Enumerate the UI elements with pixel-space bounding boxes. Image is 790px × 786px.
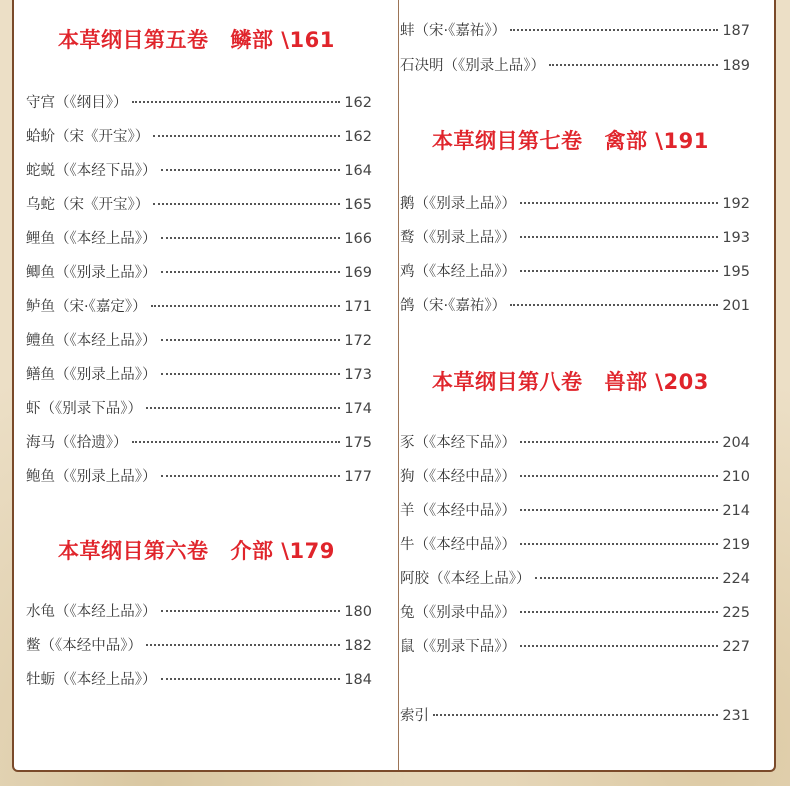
toc-entry[interactable] bbox=[26, 160, 372, 182]
leader-dots bbox=[132, 100, 341, 103]
toc-entry[interactable] bbox=[400, 500, 750, 522]
leader-dots bbox=[161, 372, 341, 375]
toc-entry[interactable] bbox=[400, 636, 750, 658]
toc-entry[interactable] bbox=[400, 295, 750, 317]
toc-entry[interactable] bbox=[26, 669, 372, 691]
leader-dots bbox=[510, 28, 718, 31]
leader-dots bbox=[161, 677, 341, 680]
entry-name: 鳢鱼（《本经上品》） bbox=[26, 333, 157, 349]
entry-name: 鸡（《本经上品》） bbox=[400, 264, 516, 280]
entry-name: 牛（《本经中品》） bbox=[400, 537, 516, 553]
toc-entry-index[interactable] bbox=[400, 705, 750, 727]
entry-name: 鼠（《别录下品》） bbox=[400, 639, 516, 655]
leader-dots bbox=[146, 406, 340, 409]
toc-entry[interactable] bbox=[400, 227, 750, 249]
entry-page: 195 bbox=[722, 264, 750, 280]
toc-entry[interactable] bbox=[400, 20, 750, 42]
entry-page: 166 bbox=[344, 231, 372, 247]
entry-page: 162 bbox=[344, 95, 372, 111]
section-part: 介部 \179 bbox=[230, 539, 335, 563]
entry-page: 214 bbox=[722, 503, 750, 519]
entry-page: 227 bbox=[722, 639, 750, 655]
entry-name: 石决明（《别录上品》） bbox=[400, 58, 545, 74]
section-title: 本草纲目第六卷 bbox=[58, 539, 209, 563]
entry-name: 豕（《本经下品》） bbox=[400, 435, 516, 451]
section-title: 本草纲目第五卷 bbox=[58, 28, 209, 52]
section-part: 禽部 \191 bbox=[604, 129, 709, 153]
toc-entry[interactable] bbox=[26, 432, 372, 454]
entry-page: 225 bbox=[722, 605, 750, 621]
leader-dots bbox=[520, 610, 718, 613]
toc-entry[interactable] bbox=[26, 364, 372, 386]
entry-page: 171 bbox=[344, 299, 372, 315]
entry-name: 牡蛎（《本经上品》） bbox=[26, 672, 157, 688]
leader-dots bbox=[433, 713, 718, 716]
entry-name: 蚌（宋·《嘉祐》） bbox=[400, 23, 507, 39]
entry-page: 182 bbox=[344, 638, 372, 654]
leader-dots bbox=[161, 474, 341, 477]
entry-page: 165 bbox=[344, 197, 372, 213]
entry-name: 索引 bbox=[400, 708, 429, 724]
entry-name: 鳖（《本经中品》） bbox=[26, 638, 142, 654]
toc-entry[interactable] bbox=[400, 568, 750, 590]
toc-entry[interactable] bbox=[26, 330, 372, 352]
toc-entry[interactable] bbox=[400, 432, 750, 454]
toc-entry[interactable] bbox=[400, 261, 750, 283]
toc-entry[interactable] bbox=[26, 635, 372, 657]
entry-page: 219 bbox=[722, 537, 750, 553]
entry-page: 184 bbox=[344, 672, 372, 688]
toc-entry[interactable] bbox=[26, 466, 372, 488]
toc-entry[interactable] bbox=[26, 296, 372, 318]
leader-dots bbox=[161, 609, 341, 612]
entry-name: 羊（《本经中品》） bbox=[400, 503, 516, 519]
entry-page: 175 bbox=[344, 435, 372, 451]
toc-entry[interactable] bbox=[26, 262, 372, 284]
leader-dots bbox=[153, 202, 340, 205]
entry-page: 187 bbox=[722, 23, 750, 39]
leader-dots bbox=[153, 134, 340, 137]
toc-entry[interactable] bbox=[400, 193, 750, 215]
toc-entry[interactable] bbox=[400, 55, 750, 77]
entry-name: 鲈鱼（宋·《嘉定》） bbox=[26, 299, 147, 315]
entry-name: 鲍鱼（《别录上品》） bbox=[26, 469, 157, 485]
leader-dots bbox=[535, 576, 719, 579]
toc-entry[interactable] bbox=[26, 601, 372, 623]
toc-entry[interactable] bbox=[26, 228, 372, 250]
entry-name: 兔（《别录中品》） bbox=[400, 605, 516, 621]
leader-dots bbox=[161, 236, 341, 239]
toc-entry[interactable] bbox=[26, 92, 372, 114]
entry-name: 海马（《拾遗》） bbox=[26, 435, 128, 451]
entry-name: 守宫（《纲目》） bbox=[26, 95, 128, 111]
leader-dots bbox=[520, 235, 718, 238]
entry-name: 鹜（《别录上品》） bbox=[400, 230, 516, 246]
entry-name: 鹅（《别录上品》） bbox=[400, 196, 516, 212]
leader-dots bbox=[151, 304, 341, 307]
entry-name: 狗（《本经中品》） bbox=[400, 469, 516, 485]
entry-name: 乌蛇（宋《开宝》） bbox=[26, 197, 150, 213]
section-heading-vol8 bbox=[432, 366, 709, 396]
entry-name: 鲤鱼（《本经上品》） bbox=[26, 231, 157, 247]
entry-page: 192 bbox=[722, 196, 750, 212]
section-part: 鳞部 \161 bbox=[230, 28, 335, 52]
leader-dots bbox=[161, 270, 341, 273]
entry-page: 172 bbox=[344, 333, 372, 349]
toc-entry[interactable] bbox=[400, 602, 750, 624]
leader-dots bbox=[520, 474, 718, 477]
entry-name: 水龟（《本经上品》） bbox=[26, 604, 157, 620]
entry-name: 鲫鱼（《别录上品》） bbox=[26, 265, 157, 281]
entry-name: 蛤蚧（宋《开宝》） bbox=[26, 129, 150, 145]
entry-name: 虾（《别录下品》） bbox=[26, 401, 142, 417]
leader-dots bbox=[549, 63, 718, 66]
entry-name: 鳝鱼（《别录上品》） bbox=[26, 367, 157, 383]
leader-dots bbox=[520, 542, 718, 545]
entry-page: 224 bbox=[722, 571, 750, 587]
column-divider bbox=[398, 0, 399, 770]
entry-name: 蛇蜕（《本经下品》） bbox=[26, 163, 157, 179]
entry-page: 231 bbox=[722, 708, 750, 724]
toc-entry[interactable] bbox=[26, 194, 372, 216]
section-part: 兽部 \203 bbox=[604, 370, 709, 394]
entry-page: 162 bbox=[344, 129, 372, 145]
entry-page: 204 bbox=[722, 435, 750, 451]
section-heading-vol6 bbox=[58, 535, 335, 565]
toc-entry[interactable] bbox=[400, 466, 750, 488]
toc-entry[interactable] bbox=[26, 398, 372, 420]
section-heading-vol5 bbox=[58, 24, 335, 54]
entry-name: 阿胶（《本经上品》） bbox=[400, 571, 531, 587]
entry-page: 173 bbox=[344, 367, 372, 383]
toc-entry[interactable] bbox=[26, 126, 372, 148]
section-title: 本草纲目第八卷 bbox=[432, 370, 583, 394]
entry-page: 210 bbox=[722, 469, 750, 485]
entry-page: 193 bbox=[722, 230, 750, 246]
entry-page: 164 bbox=[344, 163, 372, 179]
leader-dots bbox=[510, 303, 718, 306]
leader-dots bbox=[146, 643, 340, 646]
toc-entry[interactable] bbox=[400, 534, 750, 556]
leader-dots bbox=[132, 440, 341, 443]
entry-page: 201 bbox=[722, 298, 750, 314]
leader-dots bbox=[520, 269, 718, 272]
entry-name: 鸽（宋·《嘉祐》） bbox=[400, 298, 507, 314]
entry-page: 189 bbox=[722, 58, 750, 74]
section-title: 本草纲目第七卷 bbox=[432, 129, 583, 153]
leader-dots bbox=[520, 508, 718, 511]
section-heading-vol7 bbox=[432, 125, 709, 155]
leader-dots bbox=[520, 440, 718, 443]
entry-page: 169 bbox=[344, 265, 372, 281]
entry-page: 180 bbox=[344, 604, 372, 620]
leader-dots bbox=[161, 168, 341, 171]
leader-dots bbox=[520, 201, 718, 204]
leader-dots bbox=[161, 338, 341, 341]
entry-page: 174 bbox=[344, 401, 372, 417]
entry-page: 177 bbox=[344, 469, 372, 485]
leader-dots bbox=[520, 644, 718, 647]
